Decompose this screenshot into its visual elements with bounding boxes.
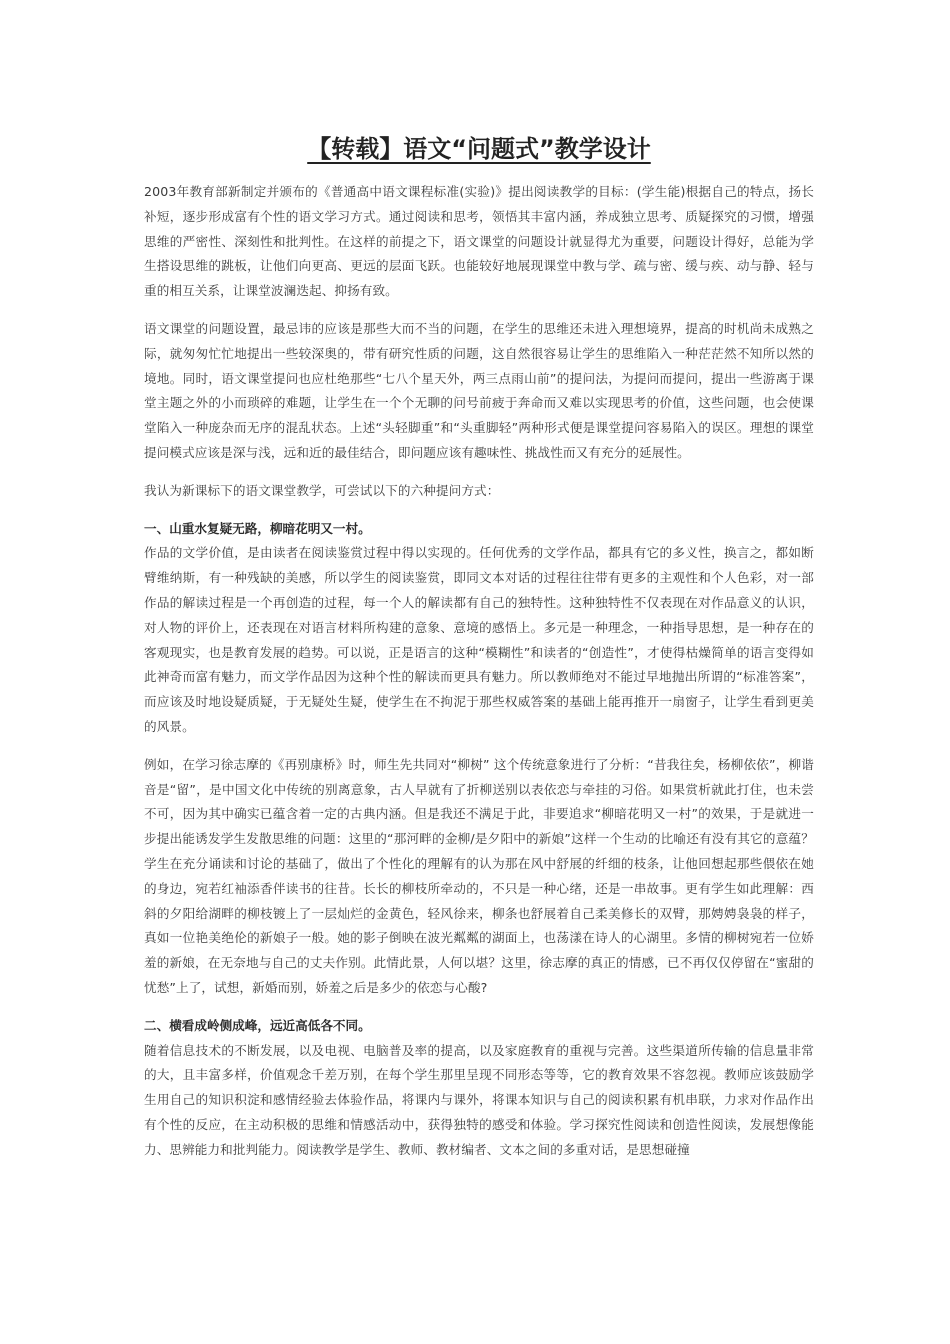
- section-2-paragraph: 随着信息技术的不断发展，以及电视、电脑普及率的提高，以及家庭教育的重视与完善。这些渠道所传输的信息量非常的大，且丰富多样，价值观念千差万别，在每个学生那里呈现不同形态等等，它的教育效果不容忽视。教师应该鼓励学生用自己的知识积淀和感情经验去体验作品，将课内与课外，将课本知识与自己的阅读积累有机串联，力求对作品作出有个性的反应，在主动积极的思维和情感活动中，获得独特的感受和体验。学习探究性阅读和创造性阅读，发展想像能力、思辨能力和批判能力。阅读教学是学生、教师、教材编者、文本之间的多重对话，是思想碰撞: [144, 1042, 814, 1157]
- example-paragraph: 例如，在学习徐志摩的《再别康桥》时，师生先共同对“柳树” 这个传统意象进行了分析：“昔我往矣，杨柳依依”，柳谐音是“留”，是中国文化中传统的别离意象，古人早就有了折柳送别以表依恋与牵挂的习俗。如果赏析就此打住，也未尝不可，因为其中确实已蕴含着一定的古典内涵。但是我还不满足于此，非要追求“柳暗花明又一村”的效果，于是就进一步提出能诱发学生发散思维的问题：这里的“那河畔的金柳/是夕阳中的新娘”这样一个生动的比喻还有没有其它的意蕴？学生在充分诵读和讨论的基础了，做出了个性化的理解有的认为那在风中舒展的纤细的枝条，让他回想起那些偎依在她的身边，宛若红袖添香伴读书的往昔。长长的柳枝所牵动的，不只是一种心绪，还是一串故事。更有学生如此理解：西斜的夕阳给湖畔的柳枝镀上了一层灿烂的金黄色，轻风徐来，柳条也舒展着自己柔美修长的双臂，那娉娉袅袅的样子，真如一位艳美绝伦的新娘子一般。她的影子倒映在波光粼粼的湖面上，也荡漾在诗人的心湖里。多情的柳树宛若一位娇羞的新娘，在无奈地与自己的丈夫作别。此情此景，人何以堪？这里，徐志摩的真正的情感，已不再仅仅停留在“蜜甜的忧愁”上了，试想，新婚而别，娇羞之后是多少的依恋与心酸?: [144, 756, 814, 995]
- question-design-paragraph: 语文课堂的问题设置，最忌讳的应该是那些大而不当的问题，在学生的思维还未进入理想境界，提高的时机尚未成熟之际，就匆匆忙忙地提出一些较深奥的，带有研究性质的问题，这自然很容易让学生的思维陷入一种茫茫然不知所以然的境地。同时，语文课堂提问也应杜绝那些“七八个星天外，两三点雨山前”的提问法，为提问而提问，提出一些游离于课堂主题之外的小而琐碎的难题，让学生在一个个无聊的问号前疲于奔命而又难以实现思考的价值，这些问题，也会使课堂陷入一种庞杂而无序的混乱状态。上述“头轻脚重”和“头重脚轻”两种形式便是课堂提问容易陷入的误区。理想的课堂提问模式应该是深与浅，远和近的最佳结合，即问题应该有趣味性、挑战性而又有充分的延展性。: [144, 320, 814, 460]
- six-methods-intro: 我认为新课标下的语文课堂教学，可尝试以下的六种提问方式：: [144, 482, 500, 498]
- intro-paragraph: 2003年教育部新制定并颁布的《普通高中语文课程标准(实验)》提出阅读教学的目标：(学生能)根据自己的特点，扬长补短，逐步形成富有个性的语文学习方式。通过阅读和思考，领悟其丰富内涵，养成独立思考、质疑探究的习惯，增强思维的严密性、深刻性和批判性。在这样的前提之下，语文课堂的问题设计就显得尤为重要，问题设计得好，总能为学生搭设思维的跳板，让他们向更高、更远的层面飞跃。也能较好地展现课堂中教与学、疏与密、缓与疾、动与静、轻与重的相互关系，让课堂波澜迭起、抑扬有致。: [144, 184, 814, 299]
- document-page: [144, 132, 814, 1162]
- document-title: 【转载】语文“问题式”教学设计: [307, 135, 651, 163]
- section-heading-1: 一、山重水复疑无路，柳暗花明又一村。: [144, 520, 371, 536]
- section-1-paragraph: 作品的文学价值，是由读者在阅读鉴赏过程中得以实现的。任何优秀的文学作品，都具有它的多义性，换言之，都如断臂维纳斯，有一种残缺的美感，所以学生的阅读鉴赏，即同文本对话的过程往往带有更多的主观性和个人色彩，对一部作品的解读过程是一个再创造的过程，每一个人的解读都有自己的独特性。这种独特性不仅表现在对作品意义的认识，对人物的评价上，还表现在对语言材料所构建的意象、意境的感悟上。多元是一种理念，一种指导思想，是一种存在的客观现实，也是教育发展的趋势。可以说，正是语言的这种“模糊性”和读者的“创造性”，才使得枯燥简单的语言变得如此神奇而富有魅力，而文学作品因为这种个性的解读而更具有魅力。所以教师绝对不能过早地抛出所谓的“标准答案”，而应该及时地设疑质疑，于无疑处生疑，使学生在不拘泥于那些权威答案的基础上能再推开一扇窗子，让学生看到更美的风景。: [144, 545, 814, 734]
- section-heading-2: 二、横看成岭侧成峰，远近高低各不同。: [144, 1017, 371, 1033]
